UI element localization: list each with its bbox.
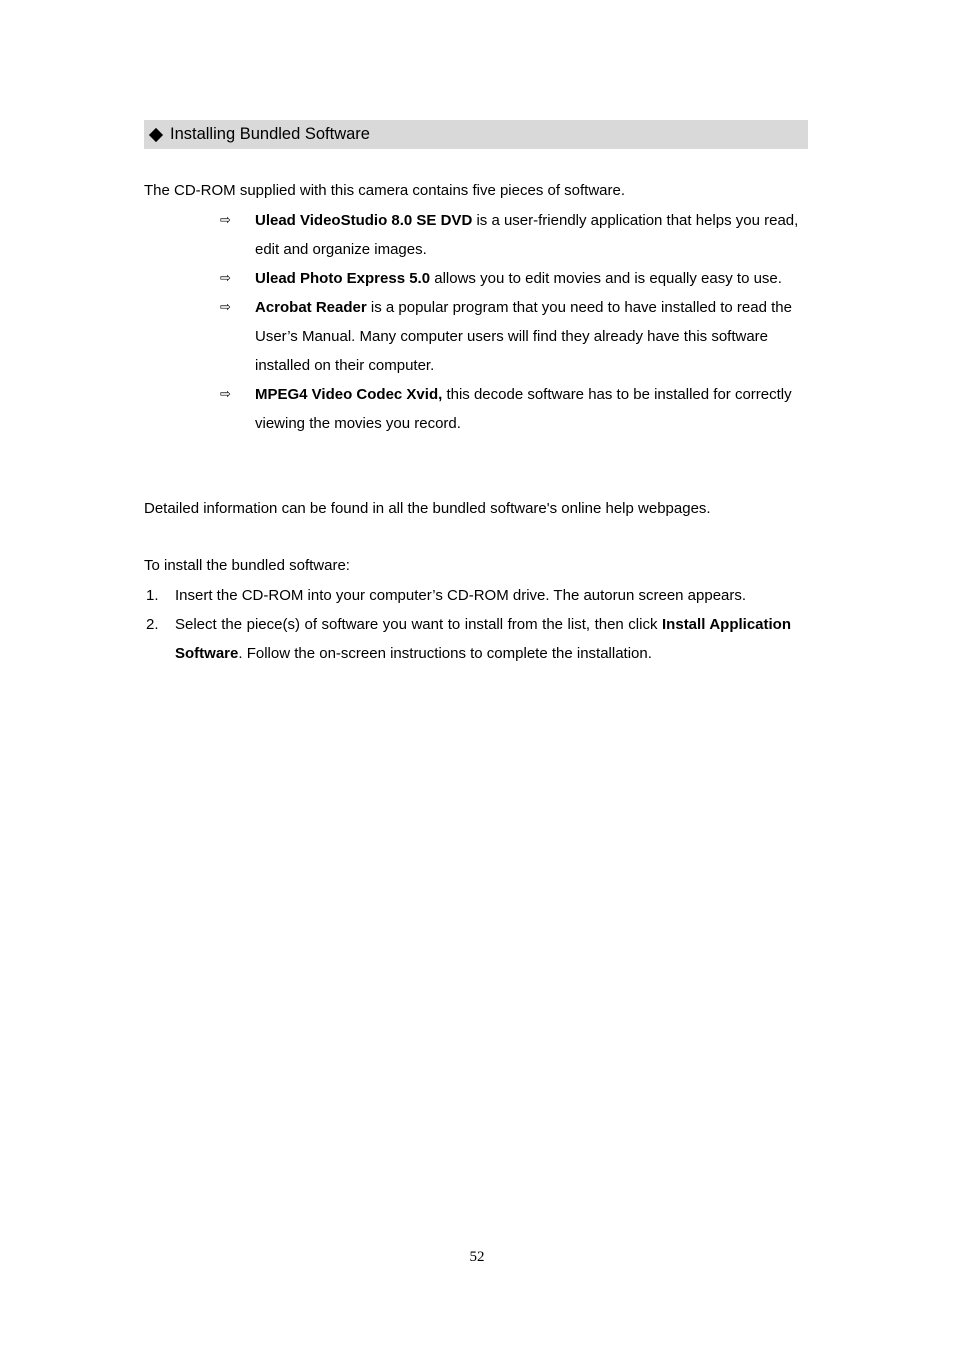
software-item [220, 206, 808, 264]
software-description: is a popular program that you need to have installed to read the User’s Manual. Many computer users will find they already have this software installed on their computer. [255, 299, 792, 374]
software-name: Acrobat Reader [255, 299, 367, 316]
step-bold-text: Install Application Software [175, 616, 792, 662]
step-number: 2. [146, 616, 159, 633]
intro-paragraph: The CD-ROM supplied with this camera contains five pieces of software. [144, 182, 626, 199]
step-text: Select the piece(s) of software you want to install from the list, then click [175, 616, 663, 633]
arrow-right-outline-icon: ⇨ [220, 300, 231, 315]
page-number: 52 [469, 1249, 485, 1265]
arrow-right-outline-icon: ⇨ [220, 387, 231, 402]
install-intro: To install the bundled software: [144, 557, 350, 574]
section-title: Installing Bundled Software [170, 125, 370, 143]
section-header [144, 120, 808, 149]
step-text: Insert the CD-ROM into your computer’s CD-ROM drive. The autorun screen appears. [175, 587, 747, 604]
detail-paragraph: Detailed information can be found in all the bundled software's online help webpages. [144, 500, 711, 517]
install-step [144, 581, 791, 610]
step-text-after: . Follow the on-screen instructions to complete the installation. [238, 645, 652, 662]
arrow-right-outline-icon: ⇨ [220, 271, 231, 286]
software-list [220, 206, 808, 438]
software-description: this decode software has to be installed for correctly viewing the movies you record. [255, 386, 792, 432]
install-step [144, 610, 791, 668]
software-name: MPEG4 Video Codec Xvid, [255, 386, 443, 403]
software-description: allows you to edit movies and is equally easy to use. [430, 270, 782, 287]
software-item [220, 380, 808, 438]
arrow-right-outline-icon: ⇨ [220, 213, 231, 228]
software-name: Ulead VideoStudio 8.0 SE DVD [255, 212, 473, 229]
software-item [220, 293, 808, 380]
step-number: 1. [146, 587, 159, 604]
diamond-icon [149, 127, 163, 141]
software-description: is a user-friendly application that helps you read, edit and organize images. [255, 212, 799, 258]
software-name: Ulead Photo Express 5.0 [255, 270, 431, 287]
install-steps [144, 581, 791, 668]
software-item [220, 264, 808, 293]
